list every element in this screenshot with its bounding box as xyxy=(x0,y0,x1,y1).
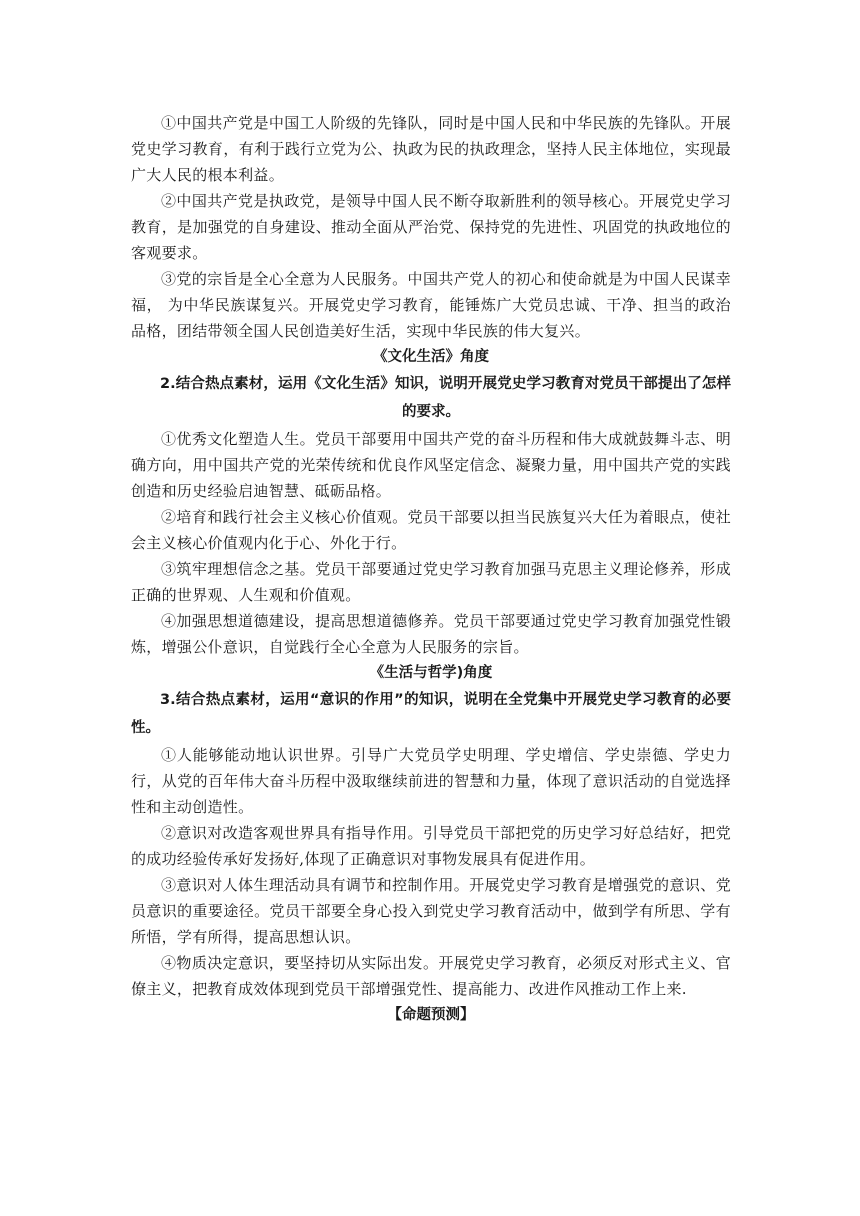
prediction-heading: 【命题预测】 xyxy=(387,1007,475,1023)
intro-paragraph-2: ②中国共产党是执政党，是领导中国人民不断夺取新胜利的领导核心。开展党史学习教育，是加强党的自身建设、推动全面从严治党、保持党的先进性、巩固党的执政地位的客观要求。 xyxy=(131,192,731,262)
answer-2-4: ④加强思想道德建设，提高思想道德修养。党员干部要通过党史学习教育加强党性锻炼，增强公仆意识，自觉践行全心全意为人民服务的宗旨。 xyxy=(131,612,731,656)
answer-2-3: ③筑牢理想信念之基。党员干部要通过党史学习教育加强马克思主义理论修养，形成正确的世界观、人生观和价值观。 xyxy=(131,560,731,604)
section-heading-philosophy: 《生活与哲学)角度 xyxy=(369,665,493,681)
document-body xyxy=(131,110,731,1028)
answer-2-2: ②培育和践行社会主义核心价值观。党员干部要以担当民族复兴大任为着眼点，使社会主义核心价值观内化于心、外化于行。 xyxy=(131,508,731,552)
answer-3-3: ③意识对人体生理活动具有调节和控制作用。开展党史学习教育是增强党的意识、党员意识的重要途径。党员干部要全身心投入到党史学习教育活动中，做到学有所思、学有所悟，学有所得，提高思想认识。 xyxy=(131,876,731,946)
section-heading-culture: 《文化生活》角度 xyxy=(373,349,489,365)
answer-3-1: ①人能够能动地认识世界。引导广大党员学史明理、学史增信、学史崇德、学史力行，从党的百年伟大奋斗历程中汲取继续前进的智慧和力量，体现了意识活动的自觉选择性和主动创造性。 xyxy=(131,746,731,816)
question-2: 2.结合热点素材，运用《文化生活》知识，说明开展党史学习教育对党员干部提出了怎样的要求。 xyxy=(160,376,731,420)
intro-paragraph-1: ①中国共产党是中国工人阶级的先锋队，同时是中国人民和中华民族的先锋队。开展党史学习教育，有利于践行立党为公、执政为民的执政理念，坚持人民主体地位，实现最广大人民的根本利益。 xyxy=(131,114,731,184)
answer-3-2: ②意识对改造客观世界具有指导作用。引导党员干部把党的历史学习好总结好，把党的成功经验传承好发扬好,体现了正确意识对事物发展具有促进作用。 xyxy=(131,824,731,868)
answer-3-4: ④物质决定意识，要坚持切从实际出发。开展党史学习教育，必须反对形式主义、官僚主义，把教育成效体现到党员干部增强党性、提高能力、改进作风推动工作上来. xyxy=(131,954,731,998)
question-3: 3.结合热点素材，运用“意识的作用”的知识，说明在全党集中开展党史学习教育的必要性。 xyxy=(131,692,731,736)
intro-paragraph-3: ③党的宗旨是全心全意为人民服务。中国共产党人的初心和使命就是为中国人民谋幸福， 为中华民族谋复兴。开展党史学习教育，能锤炼广大党员忠诚、干净、担当的政治品格，团结带领全国人民创造美好生活，实现中华民族的伟大复兴。 xyxy=(131,270,731,340)
answer-2-1: ①优秀文化塑造人生。党员干部要用中国共产党的奋斗历程和伟大成就鼓舞斗志、明确方向，用中国共产党的光荣传统和优良作风坚定信念、凝聚力量，用中国共产党的实践创造和历史经验启迪智慧、砥砺品格。 xyxy=(131,430,731,500)
